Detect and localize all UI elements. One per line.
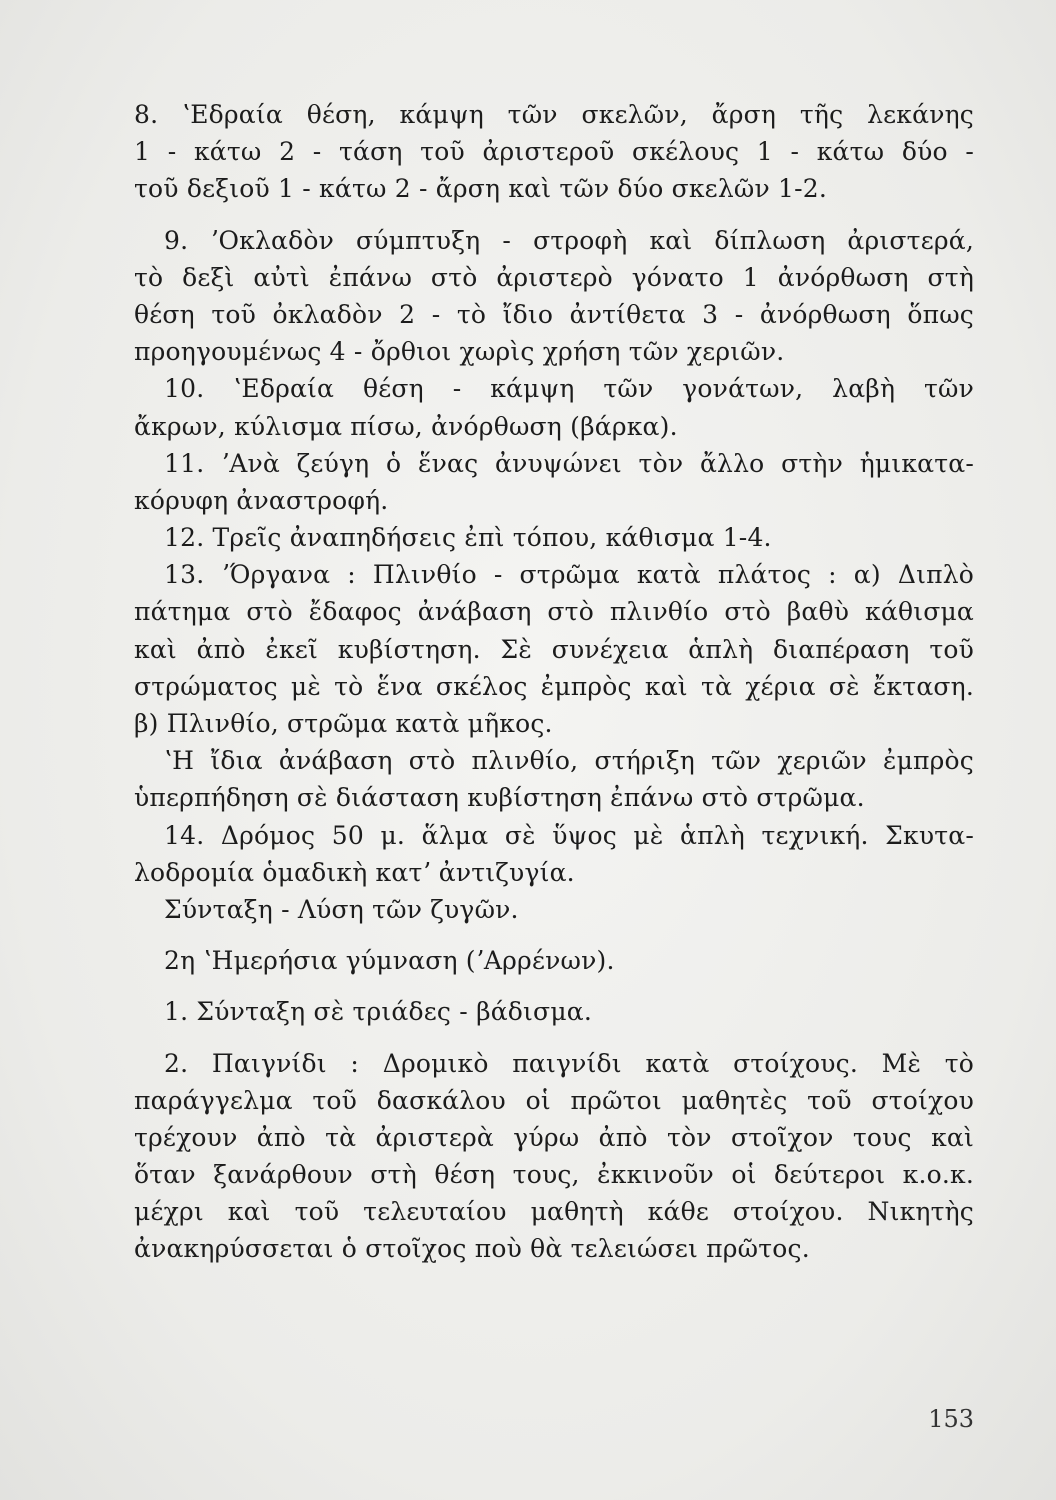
text-line: στρώματος μὲ τὸ ἕνα σκέλος ἐμπρὸς καὶ τὰ χέρια σὲ ἔκταση. <box>134 671 974 701</box>
text-line: θέση τοῦ ὀκλαδὸν 2 - τὸ ἴδιο ἀντίθετα 3 - ἀνόρθωση ὅπως <box>134 299 974 329</box>
text-line: κόρυφη ἀναστροφή. <box>134 485 389 515</box>
text-line: τοῦ δεξιοῦ 1 - κάτω 2 - ἄρση καὶ τῶν δύο σκελῶν 1-2. <box>134 174 828 204</box>
text-line: μέχρι καὶ τοῦ τελευταίου μαθητὴ κάθε στοίχου. Νικητὴς <box>134 1197 974 1227</box>
text-line: Σύνταξη - Λύση τῶν ζυγῶν. <box>164 894 519 924</box>
text-line: β) Πλινθίο, στρῶμα κατὰ μῆκος. <box>134 709 553 738</box>
text-line: 1 - κάτω 2 - τάση τοῦ ἀριστεροῦ σκέλους 1 - κάτω δύο - <box>134 137 974 167</box>
text-line: ὑπερπήδηση σὲ διάσταση κυβίστηση ἐπάνω στὸ στρῶμα. <box>134 783 865 813</box>
text-line: ἀνακηρύσσεται ὁ στοῖχος ποὺ θὰ τελειώσει πρῶτος. <box>134 1234 810 1264</box>
section-heading: 2η ʽΗμερήσια γύμναση (ʼΑρρένων). <box>164 946 615 976</box>
text-line: 13. ʼΌργανα : Πλινθίο - στρῶμα κατὰ πλάτος : α) Διπλὸ <box>164 560 974 590</box>
text-line: λοδρομία ὁμαδικὴ κατʼ ἀντιζυγία. <box>134 857 575 887</box>
text-line: 1. Σύνταξη σὲ τριάδες - βάδισμα. <box>164 997 592 1027</box>
text-line: 14. Δρόμος 50 μ. ἅλμα σὲ ὕψος μὲ ἁπλὴ τεχνική. Σκυτα- <box>164 820 974 850</box>
text-line: ʽΗ ἴδια ἀνάβαση στὸ πλινθίο, στήριξη τῶν χεριῶν ἐμπρὸς <box>164 746 974 776</box>
text-line: παράγγελμα τοῦ δασκάλου οἱ πρῶτοι μαθητὲς τοῦ στοίχου <box>134 1085 974 1115</box>
text-line: πάτημα στὸ ἔδαφος ἀνάβαση στὸ πλινθίο στὸ βαθὺ κάθισμα <box>134 597 974 627</box>
text-line: ὅταν ξανάρθουν στὴ θέση τους, ἐκκινοῦν οἱ δεύτεροι κ.ο.κ. <box>134 1160 974 1190</box>
text-line: τὸ δεξὶ αὐτὶ ἐπάνω στὸ ἀριστερὸ γόνατο 1 ἀνόρθωση στὴ <box>134 262 974 292</box>
text-line: ἄκρων, κύλισμα πίσω, ἀνόρθωση (βάρκα). <box>134 411 678 441</box>
text-line: 12. Τρεῖς ἀναπηδήσεις ἐπὶ τόπου, κάθισμα 1-4. <box>164 523 772 553</box>
text-line: καὶ ἀπὸ ἐκεῖ κυβίστηση. Σὲ συνέχεια ἁπλὴ διαπέραση τοῦ <box>134 634 974 664</box>
text-line: 2. Παιγνίδι : Δρομικὸ παιγνίδι κατὰ στοίχους. Μὲ τὸ <box>164 1048 974 1078</box>
text-line: 11. ʼΑνὰ ζεύγη ὁ ἕνας ἀνυψώνει τὸν ἄλλο στὴν ἡμικατα- <box>164 448 974 478</box>
text-line: 9. ʼΟκλαδὸν σύμπτυξη - στροφὴ καὶ δίπλωση ἀριστερά, <box>164 225 974 255</box>
text-line: προηγουμένως 4 - ὄρθιοι χωρὶς χρήση τῶν χεριῶν. <box>134 337 785 367</box>
page-number: 153 <box>928 1405 974 1433</box>
page-text <box>134 96 974 1268</box>
text-line: τρέχουν ἀπὸ τὰ ἀριστερὰ γύρω ἀπὸ τὸν στοῖχον τους καὶ <box>134 1122 974 1152</box>
text-line: 10. ʽΕδραία θέση - κάμψη τῶν γονάτων, λαβὴ τῶν <box>164 374 974 404</box>
text-line: 8. ʽΕδραία θέση, κάμψη τῶν σκελῶν, ἄρση τῆς λεκάνης <box>134 100 974 129</box>
